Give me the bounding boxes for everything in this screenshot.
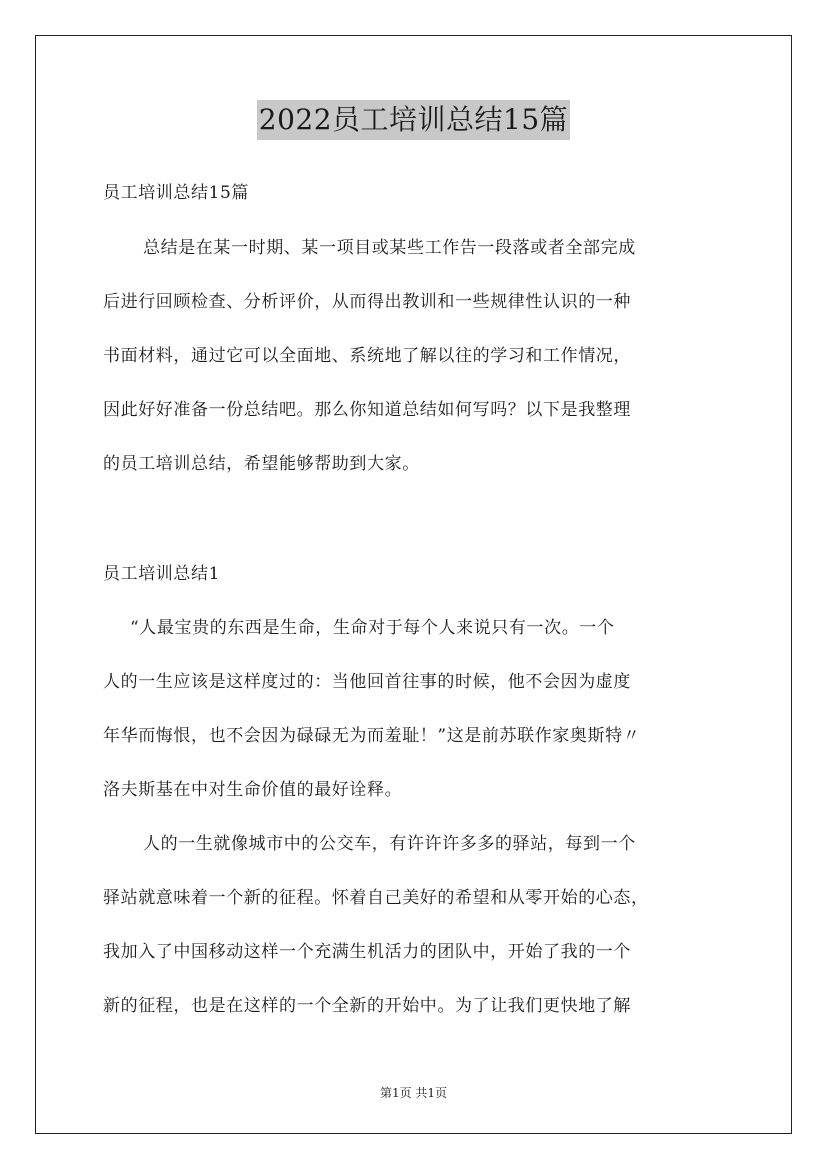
paragraph-line: 新的征程，也是在这样的一个全新的开始中。为了让我们更快地了解 xyxy=(103,996,631,1016)
document-title: 2022员工培训总结15篇 xyxy=(257,100,570,140)
title-container xyxy=(0,100,827,140)
intro-line: 总结是在某一时期、某一项目或某些工作告一段落或者全部完成 xyxy=(143,238,636,258)
section-heading: 员工培训总结1 xyxy=(103,564,221,584)
paragraph-line: 人的一生就像城市中的公交车，有许许许多多的驿站，每到一个 xyxy=(143,834,636,854)
intro-line: 因此好好准备一份总结吧。那么你知道总结如何写吗？以下是我整理 xyxy=(103,400,631,420)
paragraph-line: “人最宝贵的东西是生命，生命对于每个人来说只有一次。一个 xyxy=(130,618,615,638)
paragraph-line: 我加入了中国移动这样一个充满生机活力的团队中，开始了我的一个 xyxy=(103,942,631,962)
intro-line: 书面材料，通过它可以全面地、系统地了解以往的学习和工作情况， xyxy=(103,346,631,366)
paragraph-line: 年华而悔恨，也不会因为碌碌无为而羞耻！”这是前苏联作家奥斯特〃 xyxy=(103,726,641,746)
subtitle: 员工培训总结15篇 xyxy=(103,183,250,203)
paragraph-line: 驿站就意味着一个新的征程。怀着自己美好的希望和从零开始的心态， xyxy=(103,888,649,908)
intro-line: 的员工培训总结，希望能够帮助到大家。 xyxy=(103,454,420,474)
intro-line: 后进行回顾检查、分析评价，从而得出教训和一些规律性认识的一种 xyxy=(103,292,631,312)
paragraph-line: 洛夫斯基在中对生命价值的最好诠释。 xyxy=(103,780,403,800)
page-footer: 第1页 共1页 xyxy=(379,1086,448,1100)
paragraph-line: 人的一生应该是这样度过的：当他回首往事的时候，他不会因为虚度 xyxy=(103,672,631,692)
